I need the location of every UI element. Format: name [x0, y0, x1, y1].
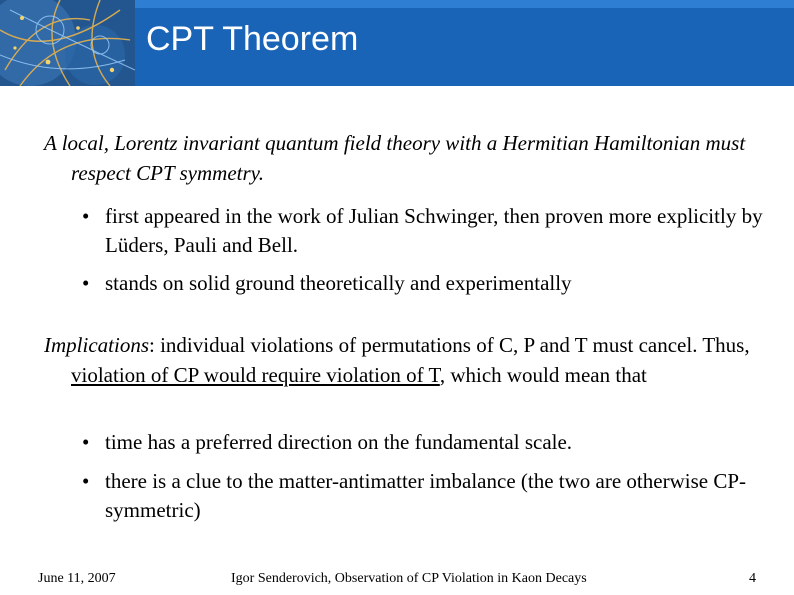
bullet-icon: •	[82, 430, 90, 454]
particle-tracks-image	[0, 0, 135, 86]
bullet-icon: •	[82, 271, 90, 295]
page-number: 4	[749, 571, 756, 586]
list-item	[82, 467, 775, 525]
implications-text-end: , which would mean that	[439, 363, 647, 387]
implications-label: Implications	[44, 333, 149, 357]
list-item-text: stands on solid ground theoretically and experimentally	[105, 271, 572, 295]
list-item	[82, 428, 775, 457]
implications-paragraph	[44, 330, 791, 390]
bullet-icon: •	[82, 469, 90, 493]
implications-underlined: violation of CP would require violation of T	[71, 363, 440, 387]
list-item-text: first appeared in the work of Julian Schwinger, then proven more explicitly by Lüders, Pauli and Bell.	[105, 204, 763, 257]
list-item-text: there is a clue to the matter-antimatter imbalance (the two are otherwise CP-symmetric)	[105, 469, 746, 522]
theorem-statement: A local, Lorentz invariant quantum field theory with a Hermitian Hamiltonian must respect CPT symmetry.	[44, 131, 746, 185]
bullet-icon: •	[82, 204, 90, 228]
implications-text: : individual violations of permutations of C, P and T must cancel. Thus,	[149, 333, 750, 357]
list-item	[82, 269, 775, 298]
footer-date: June 11, 2007	[38, 571, 116, 586]
footer-citation: Igor Senderovich, Observation of CP Violation in Kaon Decays	[231, 571, 587, 586]
list-item-text: time has a preferred direction on the fundamental scale.	[105, 430, 573, 454]
list-item	[82, 202, 775, 260]
slide-header	[0, 0, 794, 86]
page-title: CPT Theorem	[146, 20, 359, 58]
